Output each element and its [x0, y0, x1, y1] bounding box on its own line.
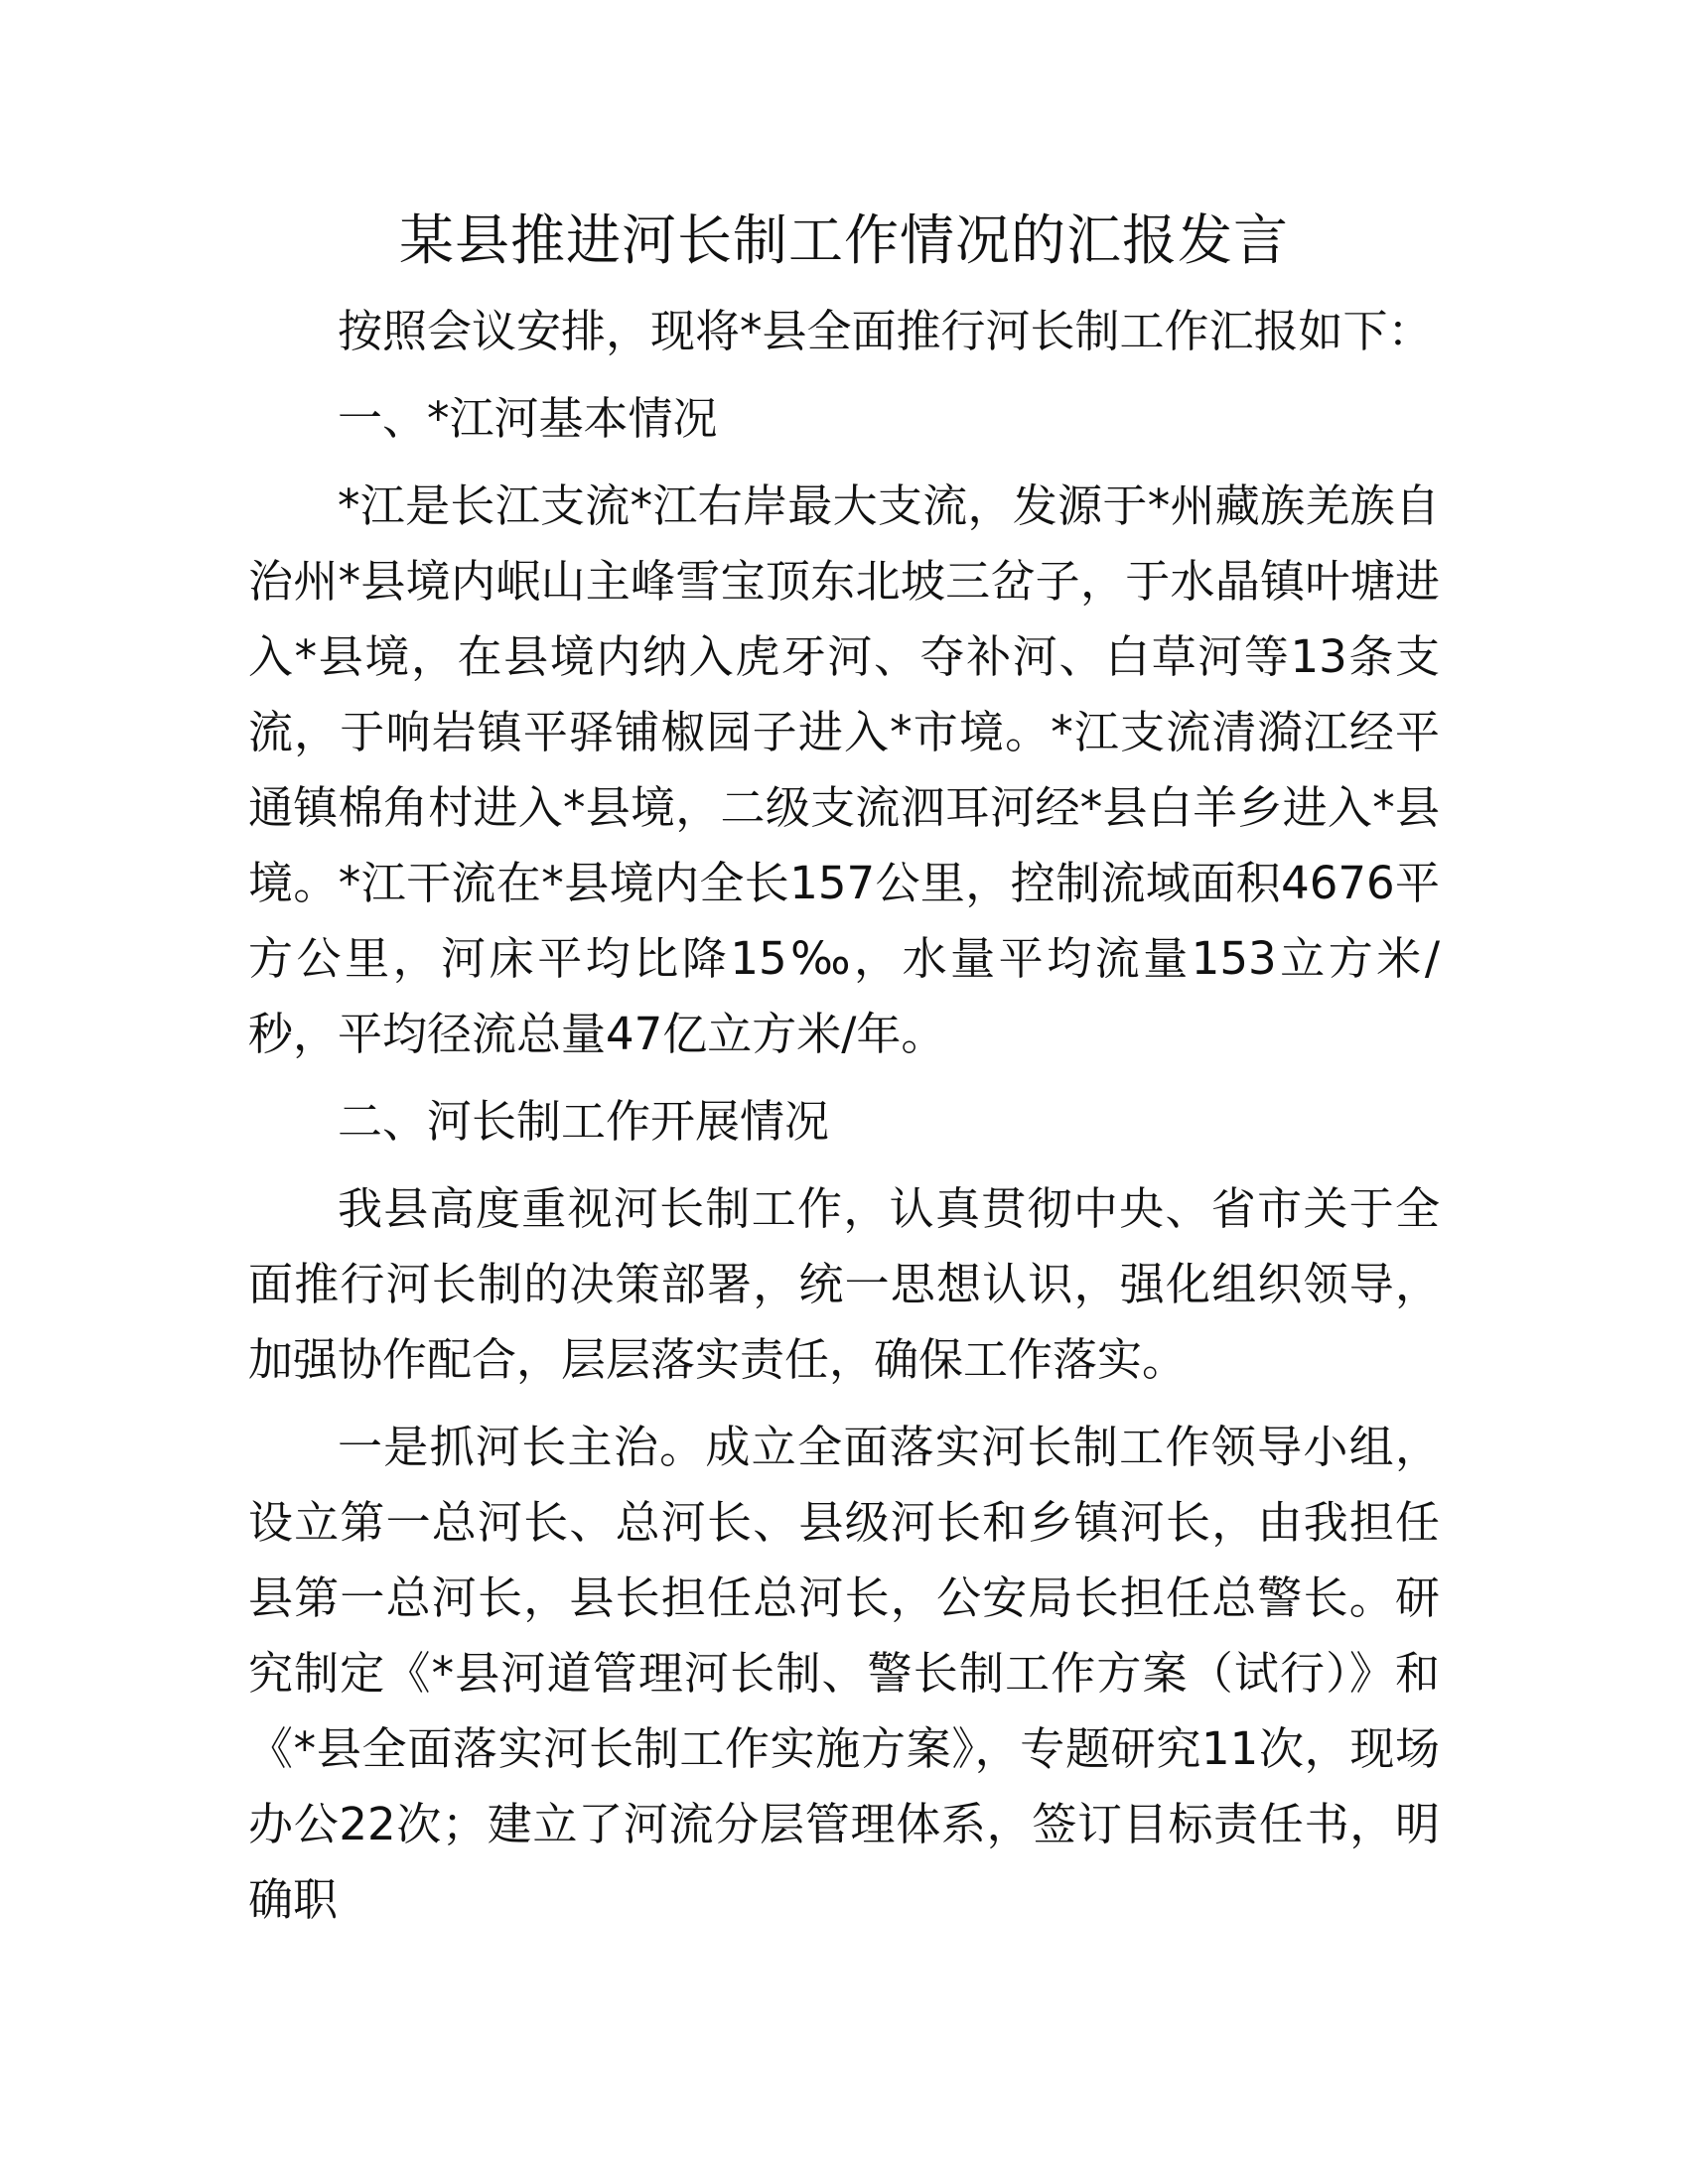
section-1-heading: 一、*江河基本情况 [338, 392, 718, 445]
section-2-paragraph-1: 我县高度重视河长制工作，认真贯彻中央、省市关于全面推行河长制的决策部署，统一思想认识，强化组织领导，加强协作配合，层层落实责任，确保工作落实。 [248, 1182, 1440, 1386]
document-body [248, 294, 1440, 1938]
intro-paragraph: 按照会议安排，现将*县全面推行河长制工作汇报如下： [338, 305, 1433, 357]
section-1-paragraph: *江是长江支流*江右岸最大支流，发源于*州藏族羌族自治州*县境内岷山主峰雪宝顶东北坡三岔子，于水晶镇叶塘进入*县境，在县境内纳入虎牙河、夺补河、白草河等13条支流，于响岩镇平驿铺椒园子进入*市境。*江支流清漪江经平通镇棉角村进入*县境，二级支流泗耳河经*县白羊乡进入*县境。*江干流在*县境内全长157公里，控制流域面积4676平方公里，河床平均比降15‰，水量平均流量153立方米/秒，平均径流总量47亿立方米/年。 [248, 479, 1440, 1060]
document-title: 某县推进河长制工作情况的汇报发言 [398, 208, 1289, 272]
section-2-heading: 二、河长制工作开展情况 [338, 1095, 830, 1148]
section-2-paragraph-2: 一是抓河长主治。成立全面落实河长制工作领导小组，设立第一总河长、总河长、县级河长和乡镇河长，由我担任县第一总河长，县长担任总河长，公安局长担任总警长。研究制定《*县河道管理河长制、警长制工作方案（试行）》和《*县全面落实河长制工作实施方案》，专题研究11次，现场办公22次；建立了河流分层管理体系，签订目标责任书，明确职 [248, 1421, 1440, 1926]
